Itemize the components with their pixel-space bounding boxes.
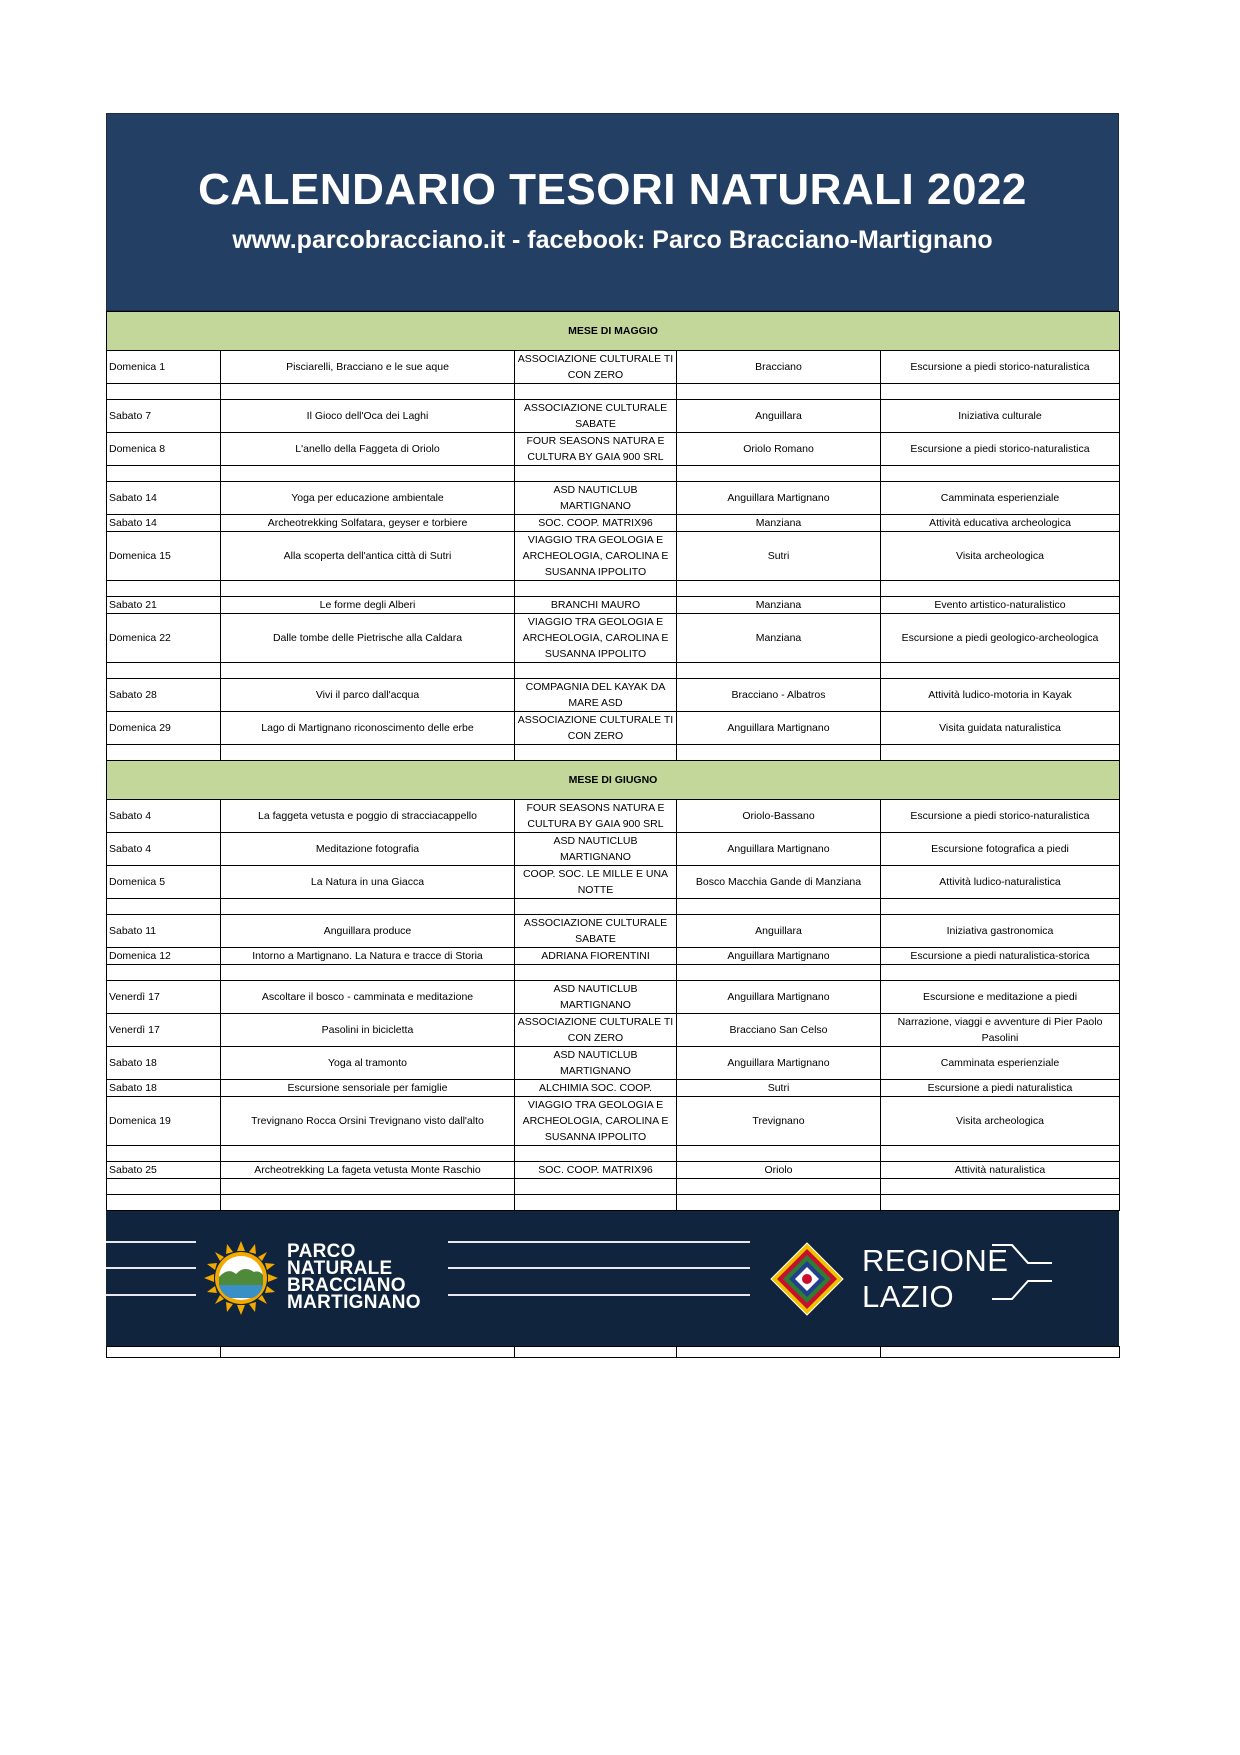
empty-row <box>107 1179 1120 1195</box>
empty-cell <box>515 466 677 482</box>
event-location: Sutri <box>677 532 881 581</box>
empty-cell <box>881 899 1120 915</box>
empty-cell <box>881 1195 1120 1211</box>
event-organizer: ASSOCIAZIONE CULTURALE SABATE <box>515 915 677 948</box>
event-location: Anguillara <box>677 915 881 948</box>
event-title: Ascoltare il bosco - camminata e meditazione <box>221 981 515 1014</box>
event-location: Manziana <box>677 614 881 663</box>
region-name: REGIONE LAZIO <box>862 1243 1009 1314</box>
event-location: Anguillara Martignano <box>677 833 881 866</box>
event-location: Oriolo <box>677 1162 881 1179</box>
event-row <box>107 833 1120 866</box>
empty-cell <box>677 581 881 597</box>
empty-cell <box>107 663 221 679</box>
empty-cell <box>221 899 515 915</box>
empty-cell <box>677 663 881 679</box>
event-type: Escursione e meditazione a piedi <box>881 981 1120 1014</box>
event-row <box>107 515 1120 532</box>
month-label: MESE DI GIUGNO <box>107 761 1120 800</box>
event-day: Sabato 4 <box>107 800 221 833</box>
event-day: Venerdì 17 <box>107 1014 221 1047</box>
event-title: Pasolini in bicicletta <box>221 1014 515 1047</box>
empty-cell <box>515 384 677 400</box>
event-row <box>107 1047 1120 1080</box>
event-row <box>107 712 1120 745</box>
event-type: Escursione a piedi storico-naturalistica <box>881 800 1120 833</box>
event-type: Attività ludico-naturalistica <box>881 866 1120 899</box>
empty-cell <box>221 965 515 981</box>
event-day: Domenica 19 <box>107 1097 221 1146</box>
empty-row <box>107 899 1120 915</box>
event-organizer: ADRIANA FIORENTINI <box>515 948 677 965</box>
empty-cell <box>107 1146 221 1162</box>
footer-rule <box>448 1294 750 1296</box>
event-title: La faggeta vetusta e poggio di stracciacappello <box>221 800 515 833</box>
empty-cell <box>221 1146 515 1162</box>
event-type: Attività ludico-motoria in Kayak <box>881 679 1120 712</box>
empty-cell <box>677 899 881 915</box>
event-day: Domenica 22 <box>107 614 221 663</box>
event-type: Visita guidata naturalistica <box>881 712 1120 745</box>
event-title: Archeotrekking Solfatara, geyser e torbiere <box>221 515 515 532</box>
empty-cell <box>677 384 881 400</box>
empty-cell <box>221 384 515 400</box>
footer-banner <box>106 1211 1119 1346</box>
header-banner <box>106 113 1119 311</box>
event-title: Vivi il parco dall'acqua <box>221 679 515 712</box>
empty-cell <box>107 899 221 915</box>
empty-cell <box>515 745 677 761</box>
event-title: Trevignano Rocca Orsini Trevignano visto dall'alto <box>221 1097 515 1146</box>
event-location: Manziana <box>677 597 881 614</box>
event-title: Il Gioco dell'Oca dei Laghi <box>221 400 515 433</box>
empty-cell <box>881 1179 1120 1195</box>
event-title: Pisciarelli, Bracciano e le sue aque <box>221 351 515 384</box>
footer-rule <box>106 1241 196 1243</box>
event-location: Manziana <box>677 515 881 532</box>
empty-cell <box>107 384 221 400</box>
month-label: MESE DI MAGGIO <box>107 312 1120 351</box>
empty-cell <box>677 745 881 761</box>
empty-cell <box>677 466 881 482</box>
event-organizer: ASD NAUTICLUB MARTIGNANO <box>515 833 677 866</box>
empty-cell <box>107 581 221 597</box>
event-organizer: VIAGGIO TRA GEOLOGIA E ARCHEOLOGIA, CAROLINA E SUSANNA IPPOLITO <box>515 614 677 663</box>
event-location: Anguillara Martignano <box>677 1047 881 1080</box>
month-header-row <box>107 312 1120 351</box>
footer-rule <box>448 1267 750 1269</box>
event-row <box>107 482 1120 515</box>
lazio-coat-of-arms-icon <box>769 1241 845 1317</box>
event-type: Attività naturalistica <box>881 1162 1120 1179</box>
event-type: Escursione a piedi storico-naturalistica <box>881 351 1120 384</box>
empty-cell <box>515 1179 677 1195</box>
empty-cell <box>221 1195 515 1211</box>
event-row <box>107 866 1120 899</box>
empty-cell <box>107 745 221 761</box>
empty-cell <box>881 384 1120 400</box>
event-type: Camminata esperienziale <box>881 1047 1120 1080</box>
event-location: Anguillara Martignano <box>677 981 881 1014</box>
event-row <box>107 679 1120 712</box>
event-row <box>107 800 1120 833</box>
event-day: Domenica 1 <box>107 351 221 384</box>
event-organizer: ASD NAUTICLUB MARTIGNANO <box>515 981 677 1014</box>
event-day: Domenica 15 <box>107 532 221 581</box>
event-location: Anguillara Martignano <box>677 948 881 965</box>
event-type: Camminata esperienziale <box>881 482 1120 515</box>
empty-cell <box>677 1195 881 1211</box>
event-day: Sabato 18 <box>107 1080 221 1097</box>
event-type: Escursione a piedi storico-naturalistica <box>881 433 1120 466</box>
empty-cell <box>221 663 515 679</box>
empty-cell <box>107 1179 221 1195</box>
empty-cell <box>881 1146 1120 1162</box>
empty-cell <box>221 581 515 597</box>
event-day: Domenica 5 <box>107 866 221 899</box>
event-type: Escursione a piedi geologico-archeologica <box>881 614 1120 663</box>
event-type: Narrazione, viaggi e avventure di Pier Paolo Pasolini <box>881 1014 1120 1047</box>
empty-row <box>107 384 1120 400</box>
park-sun-lake-logo-icon <box>204 1241 278 1315</box>
event-organizer: ASSOCIAZIONE CULTURALE TI CON ZERO <box>515 712 677 745</box>
empty-cell <box>515 581 677 597</box>
event-location: Anguillara Martignano <box>677 712 881 745</box>
event-location: Oriolo-Bassano <box>677 800 881 833</box>
empty-cell <box>881 466 1120 482</box>
event-title: Dalle tombe delle Pietrische alla Caldara <box>221 614 515 663</box>
event-day: Venerdì 17 <box>107 981 221 1014</box>
empty-row <box>107 745 1120 761</box>
event-organizer: FOUR SEASONS NATURA E CULTURA BY GAIA 900 SRL <box>515 433 677 466</box>
event-type: Visita archeologica <box>881 532 1120 581</box>
event-organizer: BRANCHI MAURO <box>515 597 677 614</box>
empty-cell <box>221 466 515 482</box>
event-title: Yoga per educazione ambientale <box>221 482 515 515</box>
event-day: Sabato 25 <box>107 1162 221 1179</box>
event-location: Bosco Macchia Gande di Manziana <box>677 866 881 899</box>
event-location: Anguillara Martignano <box>677 482 881 515</box>
calendar-table <box>106 311 1120 1211</box>
event-location: Sutri <box>677 1080 881 1097</box>
empty-cell <box>881 965 1120 981</box>
empty-cell <box>221 1179 515 1195</box>
event-title: Escursione sensoriale per famiglie <box>221 1080 515 1097</box>
event-row <box>107 351 1120 384</box>
empty-cell <box>107 965 221 981</box>
event-title: Lago di Martignano riconoscimento delle erbe <box>221 712 515 745</box>
page-subtitle: www.parcobracciano.it - facebook: Parco Bracciano-Martignano <box>232 226 993 254</box>
footer-rule <box>448 1241 750 1243</box>
event-type: Iniziativa gastronomica <box>881 915 1120 948</box>
calendar-sheet <box>106 113 1119 1358</box>
event-location: Trevignano <box>677 1097 881 1146</box>
empty-cell <box>221 745 515 761</box>
event-type: Visita archeologica <box>881 1097 1120 1146</box>
empty-cell <box>515 899 677 915</box>
event-row <box>107 1014 1120 1047</box>
event-organizer: VIAGGIO TRA GEOLOGIA E ARCHEOLOGIA, CAROLINA E SUSANNA IPPOLITO <box>515 532 677 581</box>
event-organizer: FOUR SEASONS NATURA E CULTURA BY GAIA 900 SRL <box>515 800 677 833</box>
empty-cell <box>515 663 677 679</box>
event-title: Intorno a Martignano. La Natura e tracce di Storia <box>221 948 515 965</box>
region-arrow-marks-icon <box>992 1241 1052 1317</box>
empty-row <box>107 663 1120 679</box>
event-location: Bracciano <box>677 351 881 384</box>
event-title: L'anello della Faggeta di Oriolo <box>221 433 515 466</box>
event-location: Anguillara <box>677 400 881 433</box>
empty-cell <box>881 581 1120 597</box>
footer-rule <box>106 1294 196 1296</box>
event-organizer: SOC. COOP. MATRIX96 <box>515 1162 677 1179</box>
event-location: Oriolo Romano <box>677 433 881 466</box>
event-day: Sabato 14 <box>107 482 221 515</box>
empty-row <box>107 1195 1120 1211</box>
event-title: Archeotrekking La fageta vetusta Monte Raschio <box>221 1162 515 1179</box>
event-day: Sabato 14 <box>107 515 221 532</box>
event-organizer: ASD NAUTICLUB MARTIGNANO <box>515 1047 677 1080</box>
event-organizer: COOP. SOC. LE MILLE E UNA NOTTE <box>515 866 677 899</box>
event-row <box>107 1080 1120 1097</box>
empty-cell <box>107 466 221 482</box>
event-organizer: ASD NAUTICLUB MARTIGNANO <box>515 482 677 515</box>
event-title: Anguillara produce <box>221 915 515 948</box>
footer-trailing-row <box>106 1346 1120 1358</box>
event-title: Yoga al tramonto <box>221 1047 515 1080</box>
event-title: La Natura in una Giacca <box>221 866 515 899</box>
empty-cell <box>677 1179 881 1195</box>
event-organizer: COMPAGNIA DEL KAYAK DA MARE ASD <box>515 679 677 712</box>
event-organizer: ASSOCIAZIONE CULTURALE SABATE <box>515 400 677 433</box>
event-row <box>107 433 1120 466</box>
event-title: Meditazione fotografia <box>221 833 515 866</box>
event-organizer: VIAGGIO TRA GEOLOGIA E ARCHEOLOGIA, CAROLINA E SUSANNA IPPOLITO <box>515 1097 677 1146</box>
event-day: Domenica 12 <box>107 948 221 965</box>
event-day: Domenica 8 <box>107 433 221 466</box>
event-day: Sabato 28 <box>107 679 221 712</box>
empty-cell <box>515 1195 677 1211</box>
event-type: Escursione a piedi naturalistica <box>881 1080 1120 1097</box>
event-type: Escursione fotografica a piedi <box>881 833 1120 866</box>
event-day: Sabato 18 <box>107 1047 221 1080</box>
event-row <box>107 532 1120 581</box>
empty-cell <box>677 965 881 981</box>
event-row <box>107 614 1120 663</box>
event-row <box>107 1162 1120 1179</box>
empty-cell <box>107 1195 221 1211</box>
event-type: Iniziativa culturale <box>881 400 1120 433</box>
event-type: Attività educativa archeologica <box>881 515 1120 532</box>
page-title: CALENDARIO TESORI NATURALI 2022 <box>198 165 1027 214</box>
event-location: Bracciano - Albatros <box>677 679 881 712</box>
event-day: Domenica 29 <box>107 712 221 745</box>
event-title: Alla scoperta dell'antica città di Sutri <box>221 532 515 581</box>
footer-rule <box>106 1267 196 1269</box>
event-row <box>107 400 1120 433</box>
empty-row <box>107 965 1120 981</box>
empty-row <box>107 581 1120 597</box>
empty-cell <box>515 965 677 981</box>
empty-row <box>107 1146 1120 1162</box>
event-type: Evento artistico-naturalistico <box>881 597 1120 614</box>
event-day: Sabato 21 <box>107 597 221 614</box>
event-organizer: ASSOCIAZIONE CULTURALE TI CON ZERO <box>515 1014 677 1047</box>
event-location: Bracciano San Celso <box>677 1014 881 1047</box>
event-title: Le forme degli Alberi <box>221 597 515 614</box>
empty-cell <box>515 1146 677 1162</box>
event-type: Escursione a piedi naturalistica-storica <box>881 948 1120 965</box>
empty-row <box>107 466 1120 482</box>
empty-cell <box>677 1146 881 1162</box>
event-row <box>107 948 1120 965</box>
empty-cell <box>881 745 1120 761</box>
event-organizer: ASSOCIAZIONE CULTURALE TI CON ZERO <box>515 351 677 384</box>
event-row <box>107 597 1120 614</box>
event-day: Sabato 7 <box>107 400 221 433</box>
event-row <box>107 1097 1120 1146</box>
month-header-row <box>107 761 1120 800</box>
event-day: Sabato 4 <box>107 833 221 866</box>
event-organizer: ALCHIMIA SOC. COOP. <box>515 1080 677 1097</box>
empty-cell <box>881 663 1120 679</box>
event-day: Sabato 11 <box>107 915 221 948</box>
event-row <box>107 915 1120 948</box>
event-row <box>107 981 1120 1014</box>
park-name: PARCO NATURALE BRACCIANO MARTIGNANO <box>287 1241 421 1313</box>
event-organizer: SOC. COOP. MATRIX96 <box>515 515 677 532</box>
